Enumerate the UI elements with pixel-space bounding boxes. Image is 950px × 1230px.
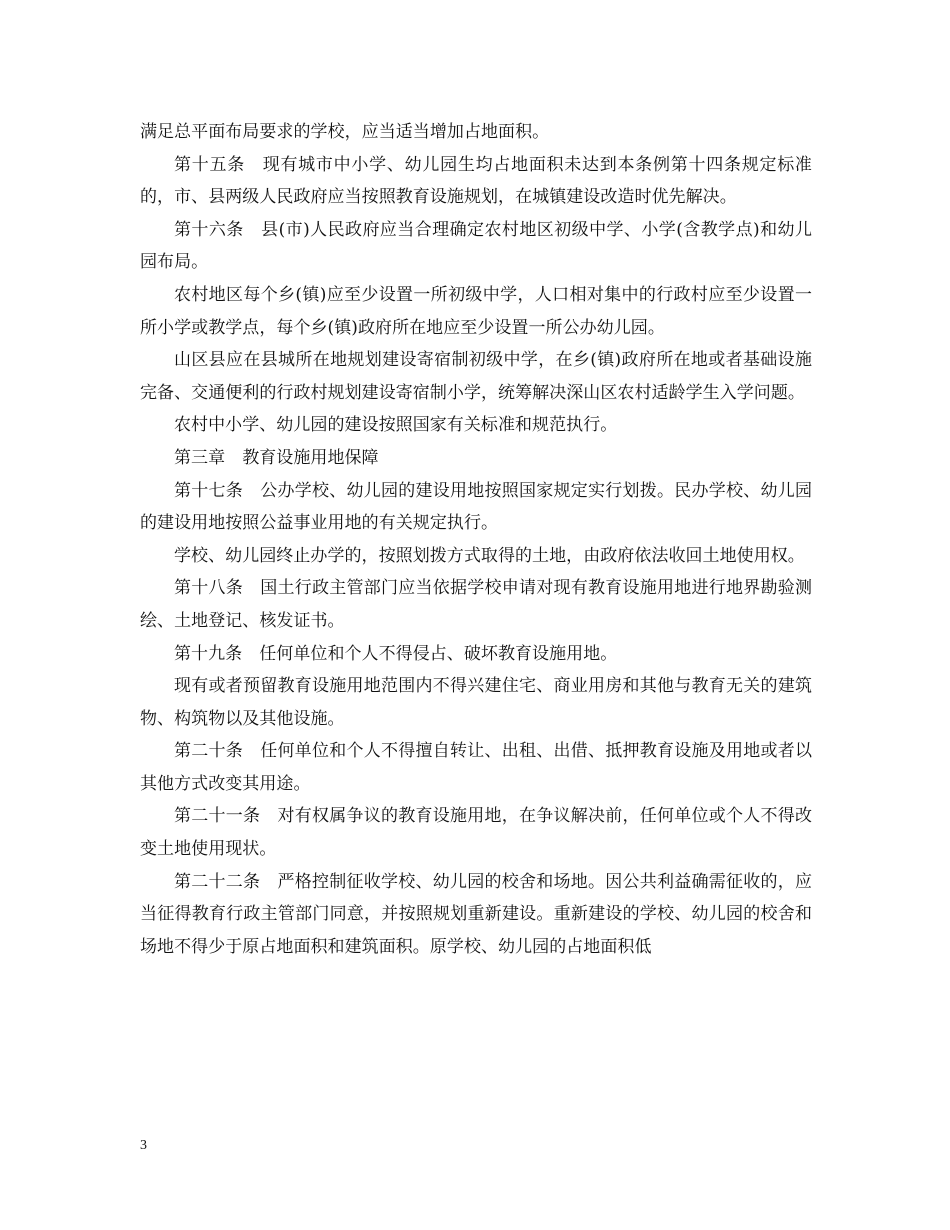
paragraph-article-15: 第十五条 现有城市中小学、幼儿园生均占地面积未达到本条例第十四条规定标准的，市、县两级人民政府应当按照教育设施规划，在城镇建设改造时优先解决。 [140,154,812,208]
paragraph-article-20: 第二十条 任何单位和个人不得擅自转让、出租、出借、抵押教育设施及用地或者以其他方式改变其用途。 [140,741,812,794]
paragraph-article-17: 第十七条 公办学校、幼儿园的建设用地按照国家规定实行划拨。民办学校、幼儿园的建设用地按照公益事业用地的有关规定执行。 [140,480,812,534]
paragraph: 农村地区每个乡(镇)应至少设置一所初级中学，人口相对集中的行政村应至少设置一所小学或教学点，每个乡(镇)政府所在地应至少设置一所公办幼儿园。 [140,284,812,338]
paragraph: 农村中小学、幼儿园的建设按照国家有关标准和规范执行。 [174,415,618,436]
chapter-heading: 第三章 教育设施用地保障 [174,447,379,468]
page-number: 3 [140,1138,147,1153]
paragraph-article-21: 第二十一条 对有权属争议的教育设施用地，在争议解决前，任何单位或个人不得改变土地使用现状。 [140,806,812,860]
paragraph: 山区县应在县城所在地规划建设寄宿制初级中学，在乡(镇)政府所在地或者基础设施完备、交通便利的行政村规划建设寄宿制小学，统筹解决深山区农村适龄学生入学问题。 [140,350,812,403]
paragraph: 满足总平面布局要求的学校，应当适当增加占地面积。 [140,122,550,142]
paragraph-article-18: 第十八条 国土行政主管部门应当依据学校申请对现有教育设施用地进行地界勘验测绘、土地登记、核发证书。 [140,578,812,631]
paragraph: 现有或者预留教育设施用地范围内不得兴建住宅、商业用房和其他与教育无关的建筑物、构筑物以及其他设施。 [140,676,812,729]
paragraph: 学校、幼儿园终止办学的，按照划拨方式取得的土地，由政府依法收回土地使用权。 [174,545,805,566]
paragraph-article-22: 第二十二条 严格控制征收学校、幼儿园的校舍和场地。因公共利益确需征收的，应当征得教育行政主管部门同意，并按照规划重新建设。重新建设的学校、幼儿园的校舍和场地不得少于原占地面积和建筑面积。原学校、幼儿园的占地面积低 [140,871,812,957]
document-body [140,116,812,963]
paragraph-article-19: 第十九条 任何单位和个人不得侵占、破坏教育设施用地。 [174,643,618,664]
paragraph-article-16: 第十六条 县(市)人民政府应当合理确定农村地区初级中学、小学(含教学点)和幼儿园布局。 [140,219,812,273]
